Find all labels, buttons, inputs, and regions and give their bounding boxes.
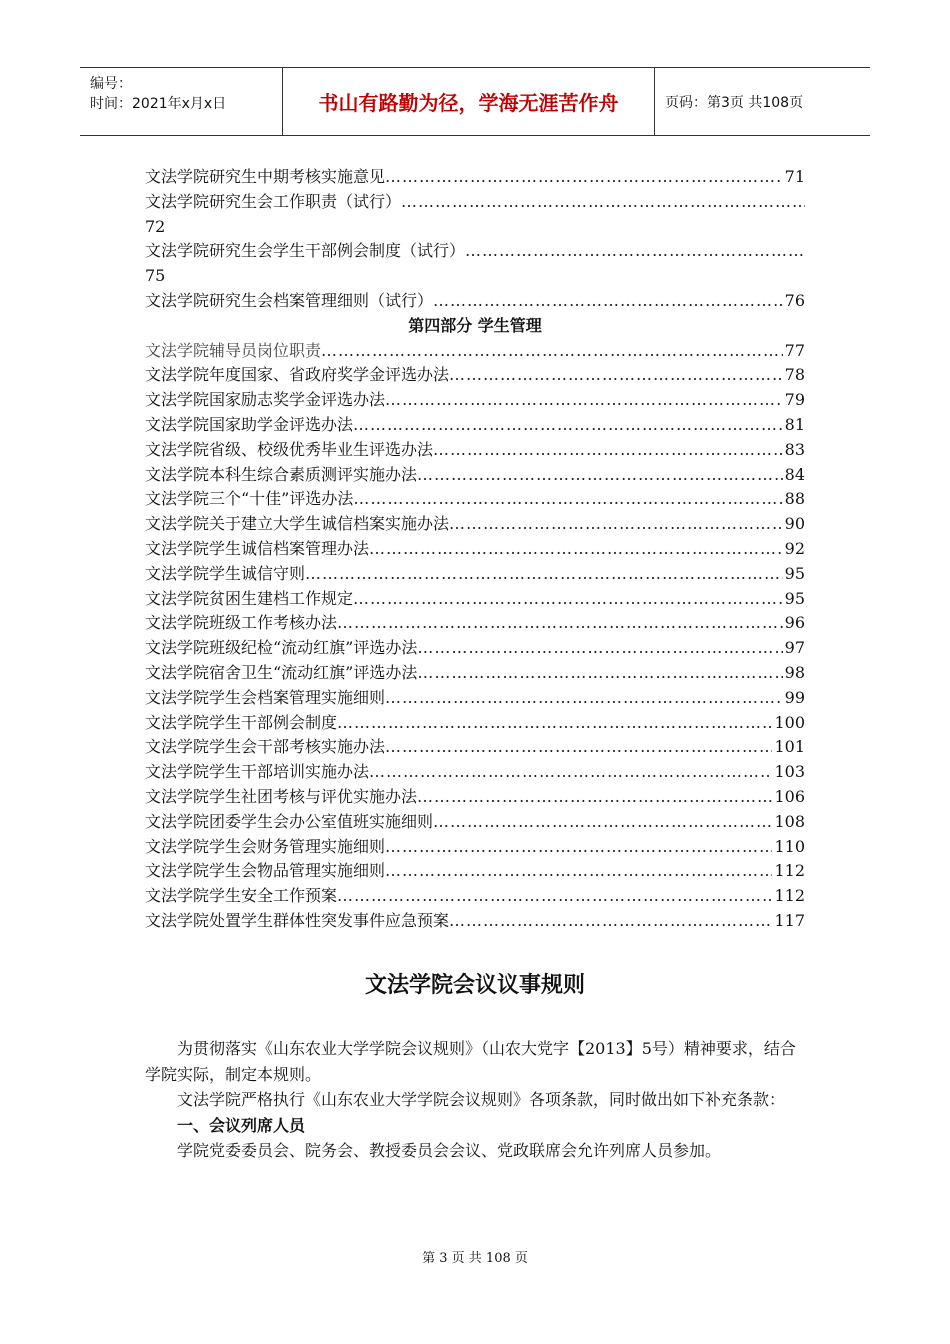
toc-entry-page: 83: [784, 439, 805, 459]
toc-entry-page: 78: [784, 365, 805, 385]
toc-entry[interactable]: [145, 363, 805, 388]
toc-entry-title: 文法学院研究生中期考核实施意见: [145, 167, 386, 186]
toc-entry[interactable]: [145, 835, 805, 860]
toc-dot-leader: [305, 562, 783, 587]
toc-entry[interactable]: [145, 339, 805, 364]
document-time: 时间：2021年x月x日: [90, 96, 227, 112]
toc-dot-leader: [385, 859, 772, 884]
toc-dot-leader: [433, 289, 783, 314]
toc-dot-leader: [353, 487, 782, 512]
toc-entry[interactable]: [145, 512, 805, 537]
toc-entry-page: 92: [784, 538, 805, 558]
toc-dot-leader: [433, 810, 772, 835]
toc-entry-page: 81: [784, 414, 805, 434]
header-motto: 书山有路勤为径，学海无涯苦作舟: [283, 68, 655, 135]
toc-entry[interactable]: [145, 165, 805, 190]
toc-entry-page: 97: [784, 638, 805, 658]
toc-entry-page: 75: [145, 266, 166, 286]
toc-entry-page: 76: [784, 290, 805, 310]
toc-entry-title: 文法学院团委学生会办公室值班实施细则: [145, 811, 434, 831]
toc-entry-title: 文法学院贫困生建档工作规定: [145, 588, 354, 608]
toc-entry-page: 108: [774, 811, 805, 831]
toc-section-entries: [145, 339, 805, 934]
toc-entry-title: 文法学院本科生综合素质测评实施办法: [145, 464, 418, 484]
toc-entry-title: 文法学院学生会财务管理实施细则: [145, 836, 386, 856]
toc-dot-leader: [433, 438, 783, 463]
toc-entry-title: 文法学院研究生会学生干部例会制度（试行）: [145, 241, 466, 261]
toc-entry-title: 文法学院班级工作考核办法: [145, 613, 338, 633]
toc-entry[interactable]: [145, 388, 805, 413]
toc-dot-leader: [449, 363, 783, 388]
toc-entry-title: 文法学院三个“十佳”评选办法: [145, 489, 354, 509]
toc-entry[interactable]: [145, 735, 805, 760]
toc-entry-page: 112: [774, 886, 805, 906]
toc-entry[interactable]: [145, 859, 805, 884]
toc-dot-leader: [401, 190, 805, 215]
toc-entry-title: 文法学院学生会干部考核实施办法: [145, 737, 386, 757]
toc-entry-title: 文法学院班级纪检“流动红旗”评选办法: [145, 638, 418, 658]
table-of-contents: [145, 165, 805, 934]
toc-entry-page: 110: [774, 836, 805, 856]
toc-entry-page: 71: [784, 167, 805, 186]
document-number-label: 编号：: [90, 76, 132, 92]
toc-entry-page: 96: [784, 613, 805, 633]
toc-dot-leader: [385, 388, 783, 413]
toc-entry[interactable]: [145, 562, 805, 587]
toc-entry-page: 100: [774, 712, 805, 732]
toc-dot-leader: [417, 463, 783, 488]
article-paragraph: 文法学院严格执行《山东农业大学学院会议规则》各项条款，同时做出如下补充条款：: [177, 1090, 786, 1109]
header-meta: [80, 68, 283, 135]
header-page-info: 页码：第3页 共108页: [665, 94, 804, 111]
toc-entry-page: 103: [774, 762, 805, 782]
toc-entry-page: 84: [784, 464, 805, 484]
toc-entry-title: 文法学院宿舍卫生“流动红旗”评选办法: [145, 662, 418, 682]
toc-entry[interactable]: [145, 289, 805, 314]
toc-entry-page: 90: [784, 514, 805, 534]
toc-entry[interactable]: [145, 487, 805, 512]
article-heading: 一、会议列席人员: [177, 1115, 306, 1135]
toc-dot-leader: [385, 735, 772, 760]
toc-dot-leader: [465, 239, 805, 264]
toc-entry[interactable]: [145, 463, 805, 488]
toc-entry-title: 文法学院学生社团考核与评优实施办法: [145, 786, 418, 806]
toc-dot-leader: [385, 165, 783, 190]
toc-entry-title: 文法学院学生干部例会制度: [145, 712, 338, 732]
toc-entry[interactable]: [145, 438, 805, 463]
toc-dot-leader: [369, 537, 783, 562]
toc-entry-page: 88: [784, 489, 805, 509]
toc-dot-leader: [337, 611, 783, 636]
toc-entry[interactable]: [145, 636, 805, 661]
toc-entry-title: 文法学院研究生会工作职责（试行）: [145, 191, 402, 211]
toc-entry-title: 文法学院辅导员岗位职责: [145, 340, 322, 360]
toc-entry[interactable]: [145, 785, 805, 810]
toc-entry-page: 95: [784, 563, 805, 583]
toc-entry[interactable]: [145, 239, 805, 264]
toc-dot-leader: [337, 711, 772, 736]
toc-entry[interactable]: [145, 537, 805, 562]
article-paragraph: 为贯彻落实《山东农业大学学院会议规则》（山农大党字【2013】5号）精神要求，结合学院实际，制定本规则。: [145, 1039, 796, 1084]
toc-dot-leader: [353, 413, 783, 438]
toc-entry[interactable]: [145, 686, 805, 711]
toc-entry-page: 99: [784, 687, 805, 707]
toc-entry-page: 79: [784, 390, 805, 410]
toc-dot-leader: [353, 587, 783, 612]
toc-entry-title: 文法学院学生诚信守则: [145, 563, 306, 583]
toc-entry-page: 98: [784, 662, 805, 682]
toc-entry[interactable]: [145, 760, 805, 785]
toc-entry-title: 文法学院年度国家、省政府奖学金评选办法: [145, 365, 450, 385]
toc-entry[interactable]: [145, 190, 805, 215]
toc-entry-title: 文法学院国家助学金评选办法: [145, 414, 354, 434]
toc-dot-leader: [417, 636, 782, 661]
toc-entry-title: 文法学院研究生会档案管理细则（试行）: [145, 290, 434, 310]
toc-dot-leader: [369, 760, 772, 785]
toc-entry[interactable]: [145, 587, 805, 612]
article-body: [145, 1036, 805, 1164]
toc-section-title: 第四部分 学生管理: [408, 315, 542, 335]
toc-dot-leader: [385, 835, 772, 860]
toc-entry-title: 文法学院学生安全工作预案: [145, 886, 338, 906]
toc-dot-leader: [417, 785, 772, 810]
toc-entry[interactable]: [145, 884, 805, 909]
toc-entry-page: 95: [784, 588, 805, 608]
page-header: [80, 67, 870, 136]
toc-entry-title: 文法学院省级、校级优秀毕业生评选办法: [145, 439, 434, 459]
toc-entry-title: 文法学院国家励志奖学金评选办法: [145, 390, 386, 410]
toc-entry[interactable]: [145, 661, 805, 686]
toc-dot-leader: [337, 884, 772, 909]
page-footer: 第 3 页 共 108 页: [422, 1251, 528, 1266]
toc-entry-title: 文法学院处置学生群体性突发事件应急预案: [145, 910, 450, 930]
toc-entry-title: 文法学院学生干部培训实施办法: [145, 762, 370, 782]
article-paragraph: 学院党委委员会、院务会、教授委员会会议、党政联席会允许列席人员参加。: [177, 1141, 722, 1160]
toc-dot-leader: [449, 512, 783, 537]
toc-dot-leader: [417, 661, 782, 686]
toc-entry[interactable]: [145, 711, 805, 736]
toc-entry-page: 101: [774, 737, 805, 757]
toc-entry-page: 77: [784, 340, 805, 360]
toc-entry-page: 72: [145, 216, 166, 236]
toc-dot-leader: [321, 339, 783, 364]
toc-entry-title: 文法学院学生会档案管理实施细则: [145, 687, 386, 707]
toc-entry-page: 117: [774, 910, 805, 930]
toc-entry-title: 文法学院关于建立大学生诚信档案实施办法: [145, 514, 450, 534]
article-title: 文法学院会议议事规则: [364, 973, 585, 998]
toc-entry[interactable]: [145, 909, 805, 934]
toc-entry-title: 文法学院学生诚信档案管理办法: [145, 538, 370, 558]
toc-entry-page: 112: [774, 861, 805, 881]
toc-entry[interactable]: [145, 413, 805, 438]
toc-entry[interactable]: [145, 611, 805, 636]
toc-dot-leader: [385, 686, 783, 711]
toc-entry-title: 文法学院学生会物品管理实施细则: [145, 861, 386, 881]
toc-entry[interactable]: [145, 810, 805, 835]
toc-dot-leader: [449, 909, 772, 934]
toc-entry-page: 106: [774, 786, 805, 806]
